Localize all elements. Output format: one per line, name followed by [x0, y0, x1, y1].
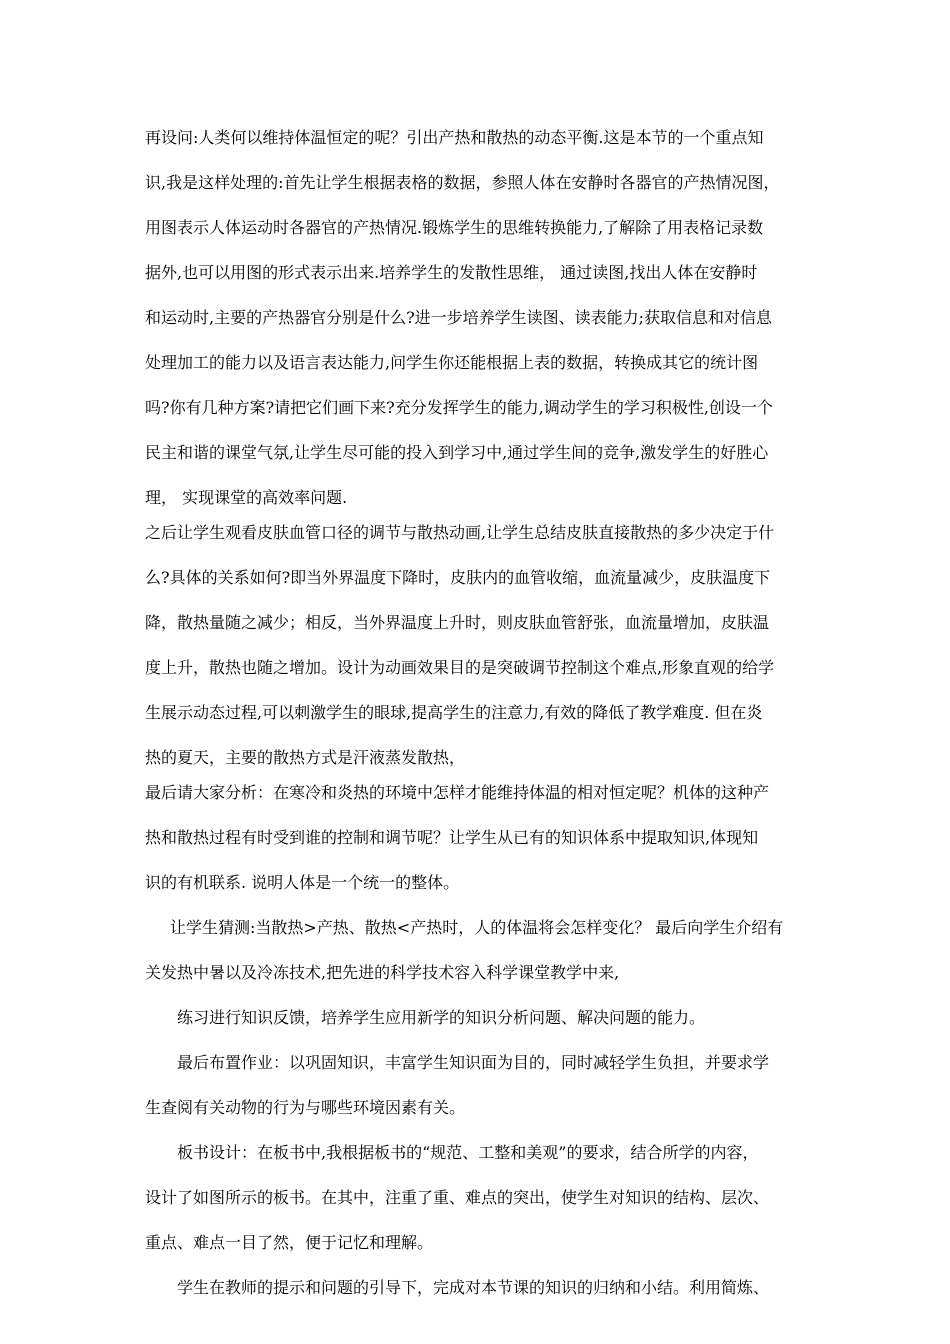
- paragraph-line: 据外,也可以用图的形式表示出来.培养学生的发散性思维， 通过读图,找出人体在安静时: [145, 263, 758, 282]
- paragraph-line: 生查阅有关动物的行为与哪些环境因素有关。: [145, 1098, 466, 1117]
- paragraph-line: 让学生猜测:当散热>产热、散热<产热时，人的体温将会怎样变化？ 最后向学生介绍有: [170, 918, 784, 937]
- paragraph-line: 处理加工的能力以及语言表达能力,问学生你还能根据上表的数据，转换成其它的统计图: [145, 353, 759, 372]
- paragraph-line: 关发热中暑以及冷冻技术,把先进的科学技术容入科学课堂教学中来,: [145, 963, 620, 982]
- paragraph-line: 重点、难点一目了然，便于记忆和理解。: [145, 1233, 434, 1252]
- paragraph-line: 民主和谐的课堂气氛,让学生尽可能的投入到学习中,通过学生间的竞争,激发学生的好胜心: [145, 443, 769, 462]
- paragraph-line: 热和散热过程有时受到谁的控制和调节呢？让学生从已有的知识体系中提取知识,体现知: [145, 828, 759, 847]
- paragraph-line: 么?具体的关系如何?即当外界温度下降时，皮肤内的血管收缩，血流量减少，皮肤温度下: [145, 568, 771, 587]
- paragraph-line: 度上升，散热也随之增加。设计为动画效果目的是突破调节控制这个难点,形象直观的给学: [145, 658, 775, 677]
- paragraph-line: 识,我是这样处理的:首先让学生根据表格的数据，参照人体在安静时各器官的产热情况图，: [145, 173, 780, 192]
- paragraph-line: 练习进行知识反馈，培养学生应用新学的知识分析问题、解决问题的能力。: [177, 1008, 706, 1027]
- paragraph-line: 生展示动态过程,可以刺激学生的眼球,提高学生的注意力,有效的降低了教学难度. 但在炎: [145, 703, 763, 722]
- paragraph-line: 用图表示人体运动时各器官的产热情况.锻炼学生的思维转换能力,了解除了用表格记录数: [145, 218, 764, 237]
- paragraph-line: 之后让学生观看皮肤血管口径的调节与散热动画,让学生总结皮肤直接散热的多少决定于什: [145, 523, 775, 542]
- paragraph-line: 识的有机联系. 说明人体是一个统一的整体。: [145, 873, 460, 892]
- paragraph-line: 热的夏天，主要的散热方式是汗液蒸发散热，: [145, 748, 466, 767]
- paragraph-line: 降，散热量随之减少；相反，当外界温度上升时，则皮肤血管舒张，血流量增加，皮肤温: [145, 613, 770, 632]
- paragraph-line: 学生在教师的提示和问题的引导下，完成对本节课的知识的归纳和小结。利用简炼、: [177, 1278, 770, 1297]
- paragraph-line: 再设问:人类何以维持体温恒定的呢？引出产热和散热的动态平衡.这是本节的一个重点知: [145, 128, 764, 147]
- paragraph-line: 板书设计：在板书中,我根据板书的“规范、工整和美观”的要求，结合所学的内容，: [177, 1143, 759, 1162]
- paragraph-line: 理， 实现课堂的高效率问题.: [145, 488, 348, 507]
- paragraph-line: 和运动时,主要的产热器官分别是什么?进一步培养学生读图、读表能力;获取信息和对信息: [145, 308, 773, 327]
- paragraph-line: 设计了如图所示的板书。在其中，注重了重、难点的突出，使学生对知识的结构、层次、: [145, 1188, 770, 1207]
- paragraph-line: 最后请大家分析：在寒冷和炎热的环境中怎样才能维持体温的相对恒定呢？机体的这种产: [145, 783, 770, 802]
- paragraph-line: 最后布置作业：以巩固知识，丰富学生知识面为目的，同时减轻学生负担，并要求学: [177, 1053, 770, 1072]
- paragraph-line: 吗?你有几种方案?请把它们画下来?充分发挥学生的能力,调动学生的学习积极性,创设一个: [145, 398, 773, 417]
